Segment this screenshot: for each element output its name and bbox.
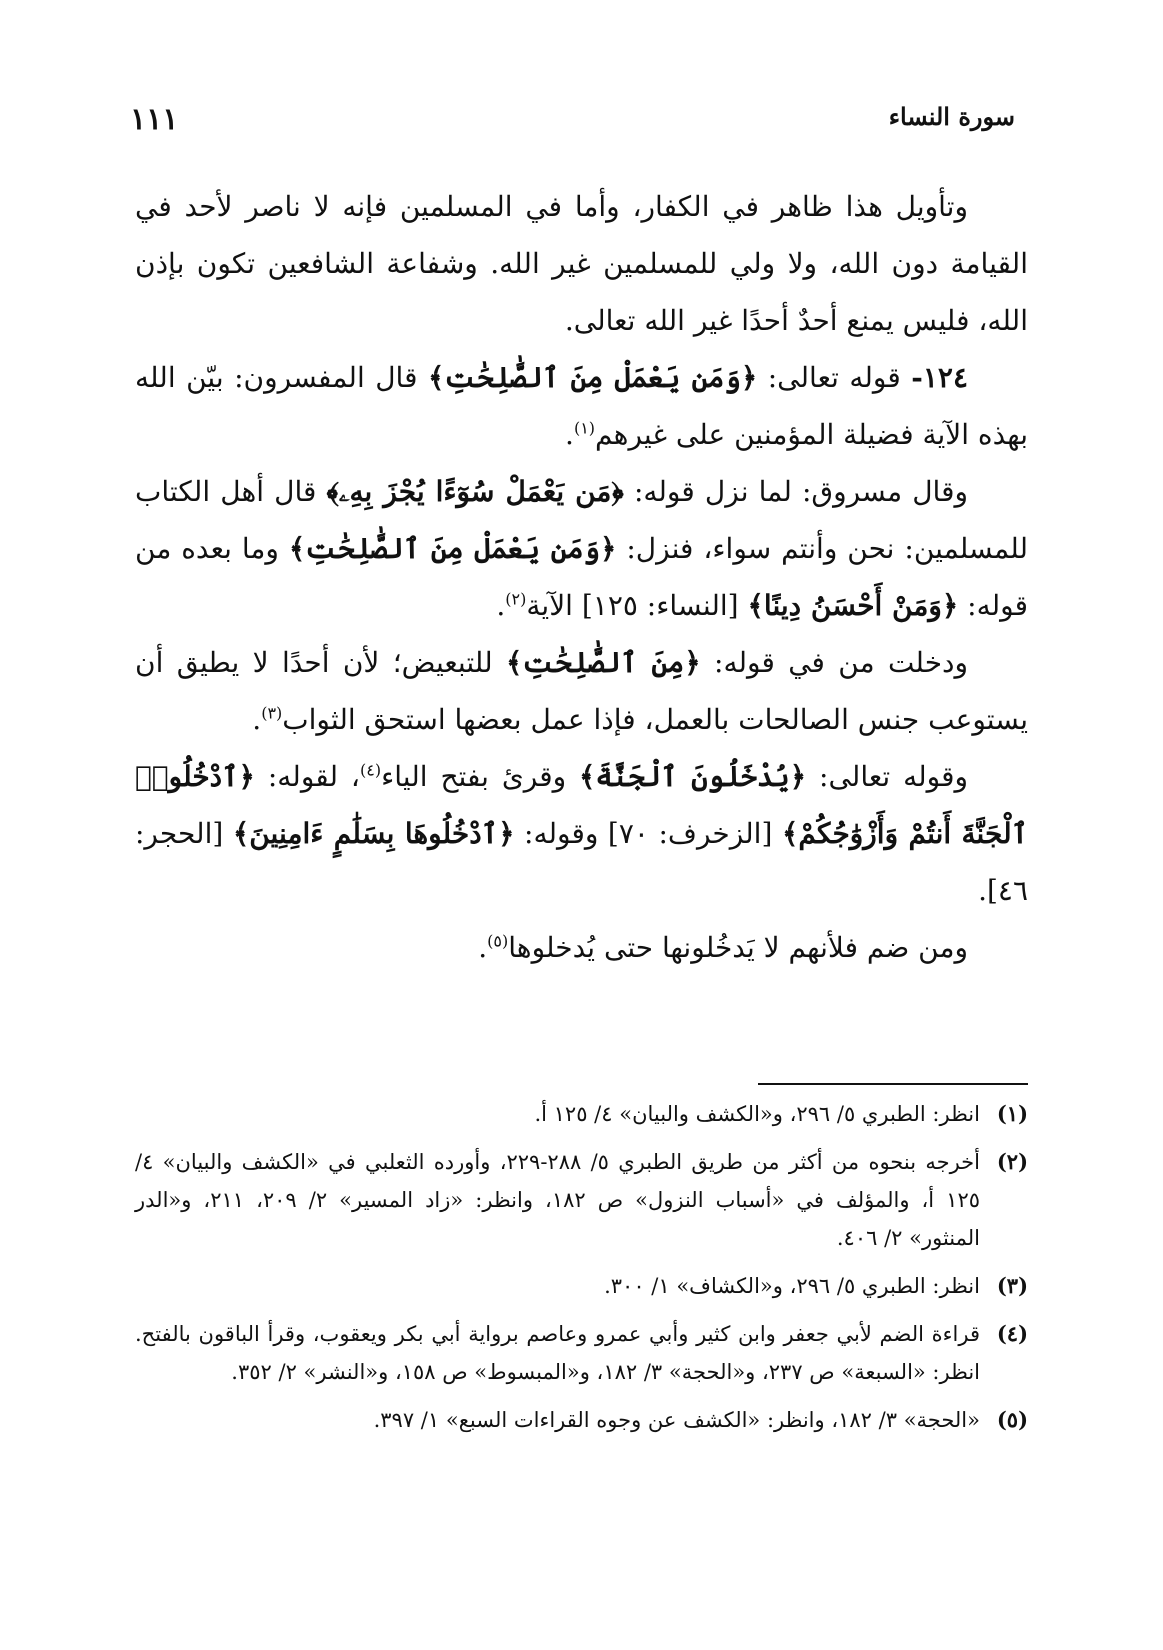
paragraph-4 — [135, 634, 1028, 748]
quran-verse: ﴿مَن يَعْمَلْ سُوٓءًا يُجْزَ بِهِۦ﴾ — [326, 475, 624, 508]
footnote-text: «الحجة» ٣/ ١٨٢، وانظر: «الكشف عن وجوه القراءات السبع» ١/ ٣٩٧. — [373, 1408, 980, 1432]
text-run: . — [252, 703, 262, 736]
footnote-text: أخرجه بنحوه من أكثر من طريق الطبري ٥/ ٢٨٨-٢٢٩، وأورده الثعلبي في «الكشف والبيان» ٤/ ١٢٥ أ، والمؤلف في «أسباب النزول» ص ١٨٢، وانظر: «زاد المسير» ٢/ ٢٠٩، ٢١١، و«الدر المنثور» ٢/ ٤٠٦. — [135, 1150, 981, 1250]
quran-verse: ﴿وَمَن يَعْمَلْ مِنَ ٱلصَّٰلِحَٰتِ﴾ — [427, 361, 758, 394]
footnote-ref-4: (٤) — [359, 760, 382, 780]
paragraph-3 — [135, 463, 1028, 634]
footnotes — [135, 1095, 1028, 1449]
footnote-mark: (١) — [996, 1101, 1028, 1126]
paragraph-2 — [135, 349, 1028, 463]
footnote-ref-1: (١) — [573, 418, 596, 438]
text-run: وقرئ بفتح الياء — [381, 760, 580, 793]
text-run: قال المفسرون: بيّن الله بهذه الآية فضيلة المؤمنين على غيرهم — [135, 361, 1028, 451]
quran-verse: ﴿ٱدْخُلُوهَا بِسَلَٰمٍ ءَامِنِينَ﴾ — [232, 817, 515, 850]
text-run: . — [496, 589, 506, 622]
footnote-1 — [135, 1095, 1028, 1133]
footnote-text: انظر: الطبري ٥/ ٢٩٦، و«الكشاف» ١/ ٣٠٠. — [604, 1274, 980, 1298]
footnote-separator — [758, 1083, 1028, 1085]
surah-name: سورة النساء — [888, 102, 1015, 131]
text-run: [النساء: ١٢٥] الآية — [526, 589, 748, 622]
footnote-ref-5: (٥) — [487, 931, 509, 951]
quran-verse: ﴿يُدْخَلُونَ ٱلْجَنَّةَ﴾ — [579, 760, 807, 793]
footnote-text: انظر: الطبري ٥/ ٢٩٦، و«الكشف والبيان» ٤/ ١٢٥ أ. — [534, 1102, 980, 1126]
text-run: وقال مسروق: لما نزل قوله: — [623, 475, 968, 508]
footnote-mark: (٥) — [996, 1407, 1028, 1432]
text-run: ودخلت من في قوله: — [700, 646, 969, 679]
quran-verse: ﴿مِنَ ٱلصَّٰلِحَٰتِ﴾ — [505, 646, 701, 679]
paragraph-5 — [135, 748, 1028, 919]
text-run: قوله تعالى: — [757, 361, 912, 394]
footnote-5 — [135, 1401, 1028, 1439]
quran-verse: ﴿وَمَنْ أَحْسَنُ دِينًا﴾ — [747, 589, 959, 622]
text-run: [الزخرف: ٧٠] وقوله: — [514, 817, 782, 850]
footnote-mark: (٣) — [996, 1273, 1028, 1298]
footnote-2 — [135, 1143, 1028, 1257]
text-run: وما بعده من قوله: — [135, 532, 1028, 622]
footnote-ref-3: (٣) — [261, 703, 283, 723]
page-header — [130, 102, 1015, 146]
footnote-4 — [135, 1315, 1028, 1391]
footnote-mark: (٤) — [996, 1321, 1028, 1346]
text-run: [الحجر: ٤٦]. — [135, 817, 1028, 907]
main-text — [135, 178, 1028, 976]
paragraph-text: وتأويل هذا ظاهر في الكفار، وأما في المسلمين فإنه لا ناصر لأحد في القيامة دون الله، ولا ولي للمسلمين غير الله. وشفاعة الشافعين تكون بإذن الله، فليس يمنع أحدٌ أحدًا غير الله تعالى. — [135, 190, 1028, 337]
text-run: . — [478, 931, 488, 964]
footnote-ref-2: (٢) — [505, 589, 527, 609]
footnote-text: قراءة الضم لأبي جعفر وابن كثير وأبي عمرو وعاصم برواية أبي بكر ويعقوب، وقرأ الباقون بالفتح. انظر: «السبعة» ص ٢٣٧، و«الحجة» ٣/ ١٨٢، و«المبسوط» ص ١٥٨، و«النشر» ٢/ ٣٥٢. — [135, 1322, 980, 1384]
footnote-3 — [135, 1267, 1028, 1305]
text-run: ومن ضم فلأنهم لا يَدخُلونها حتى يُدخلوها — [508, 931, 968, 964]
text-run: . — [565, 418, 574, 451]
footnote-mark: (٢) — [996, 1149, 1028, 1174]
quran-verse: ﴿وَمَن يَعْمَلْ مِنَ ٱلصَّٰلِحَٰتِ﴾ — [288, 532, 617, 565]
verse-number: ١٢٤- — [911, 361, 968, 394]
page-number: ١١١ — [130, 102, 179, 137]
text-run: وقوله تعالى: — [806, 760, 969, 793]
text-run: قال أهل الكتاب للمسلمين: نحن وأنتم سواء، فنزل: — [135, 475, 1029, 565]
paragraph-6 — [135, 919, 1028, 976]
text-run: ، لقوله: — [254, 760, 360, 793]
paragraph-1 — [135, 178, 1028, 349]
quran-verse: ﴿ٱدْخُلُوا۟ ٱلْجَنَّةَ أَنتُمْ وَأَزْوَٰجُكُمْ﴾ — [135, 760, 1029, 850]
text-run: للتبعيض؛ لأن أحدًا لا يطيق أن يستوعب جنس الصالحات بالعمل، فإذا عمل بعضها استحق الثواب — [135, 646, 1028, 736]
